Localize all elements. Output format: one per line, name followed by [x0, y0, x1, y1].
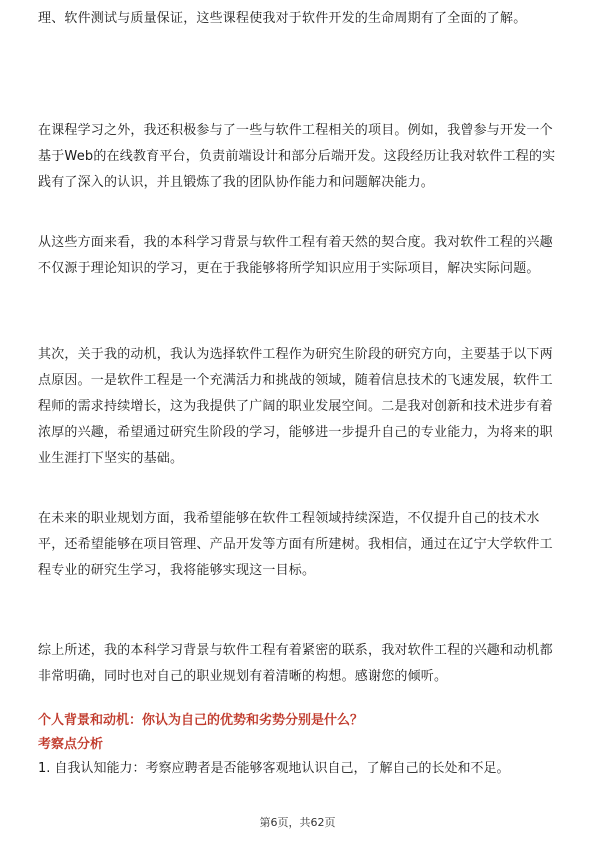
paragraph: 在课程学习之外，我还积极参与了一些与软件工程相关的项目。例如，我曾参与开发一个基于Web的在线教育平台，负责前端设计和部分后端开发。这段经历让我对软件工程的实践有了深入的认识，并且锻炼了我的团队协作能力和问题解决能力。	[38, 123, 556, 190]
page-number-footer: 第6页，共62页	[259, 816, 336, 829]
paragraph: 理、软件测试与质量保证，这些课程使我对于软件开发的生命周期有了全面的了解。	[38, 11, 527, 26]
analysis-point: 1. 自我认知能力：考察应聘者是否能够客观地认识自己，了解自己的长处和不足。	[38, 761, 510, 776]
paragraph: 综上所述，我的本科学习背景与软件工程有着紧密的联系，我对软件工程的兴趣和动机都非常明确，同时也对自己的职业规划有着清晰的构想。感谢您的倾听。	[38, 643, 553, 684]
question-heading: 个人背景和动机：你认为自己的优势和劣势分别是什么？	[38, 713, 364, 728]
paragraph: 其次，关于我的动机，我认为选择软件工程作为研究生阶段的研究方向，主要基于以下两点原因。一是软件工程是一个充满活力和挑战的领域，随着信息技术的飞速发展，软件工程师的需求持续增长，这为我提供了广阔的职业发展空间。二是我对创新和技术进步有着浓厚的兴趣，希望通过研究生阶段的学习，能够进一步提升自己的专业能力，为将来的职业生涯打下坚实的基础。	[38, 347, 553, 466]
paragraph: 从这些方面来看，我的本科学习背景与软件工程有着天然的契合度。我对软件工程的兴趣不仅源于理论知识的学习，更在于我能够将所学知识应用于实际项目，解决实际问题。	[38, 235, 553, 276]
paragraph: 在未来的职业规划方面，我希望能够在软件工程领域持续深造，不仅提升自己的技术水平，还希望能够在项目管理、产品开发等方面有所建树。我相信，通过在辽宁大学软件工程专业的研究生学习，我将能够实现这一目标。	[38, 511, 553, 578]
section-heading: 考察点分析	[38, 737, 104, 752]
